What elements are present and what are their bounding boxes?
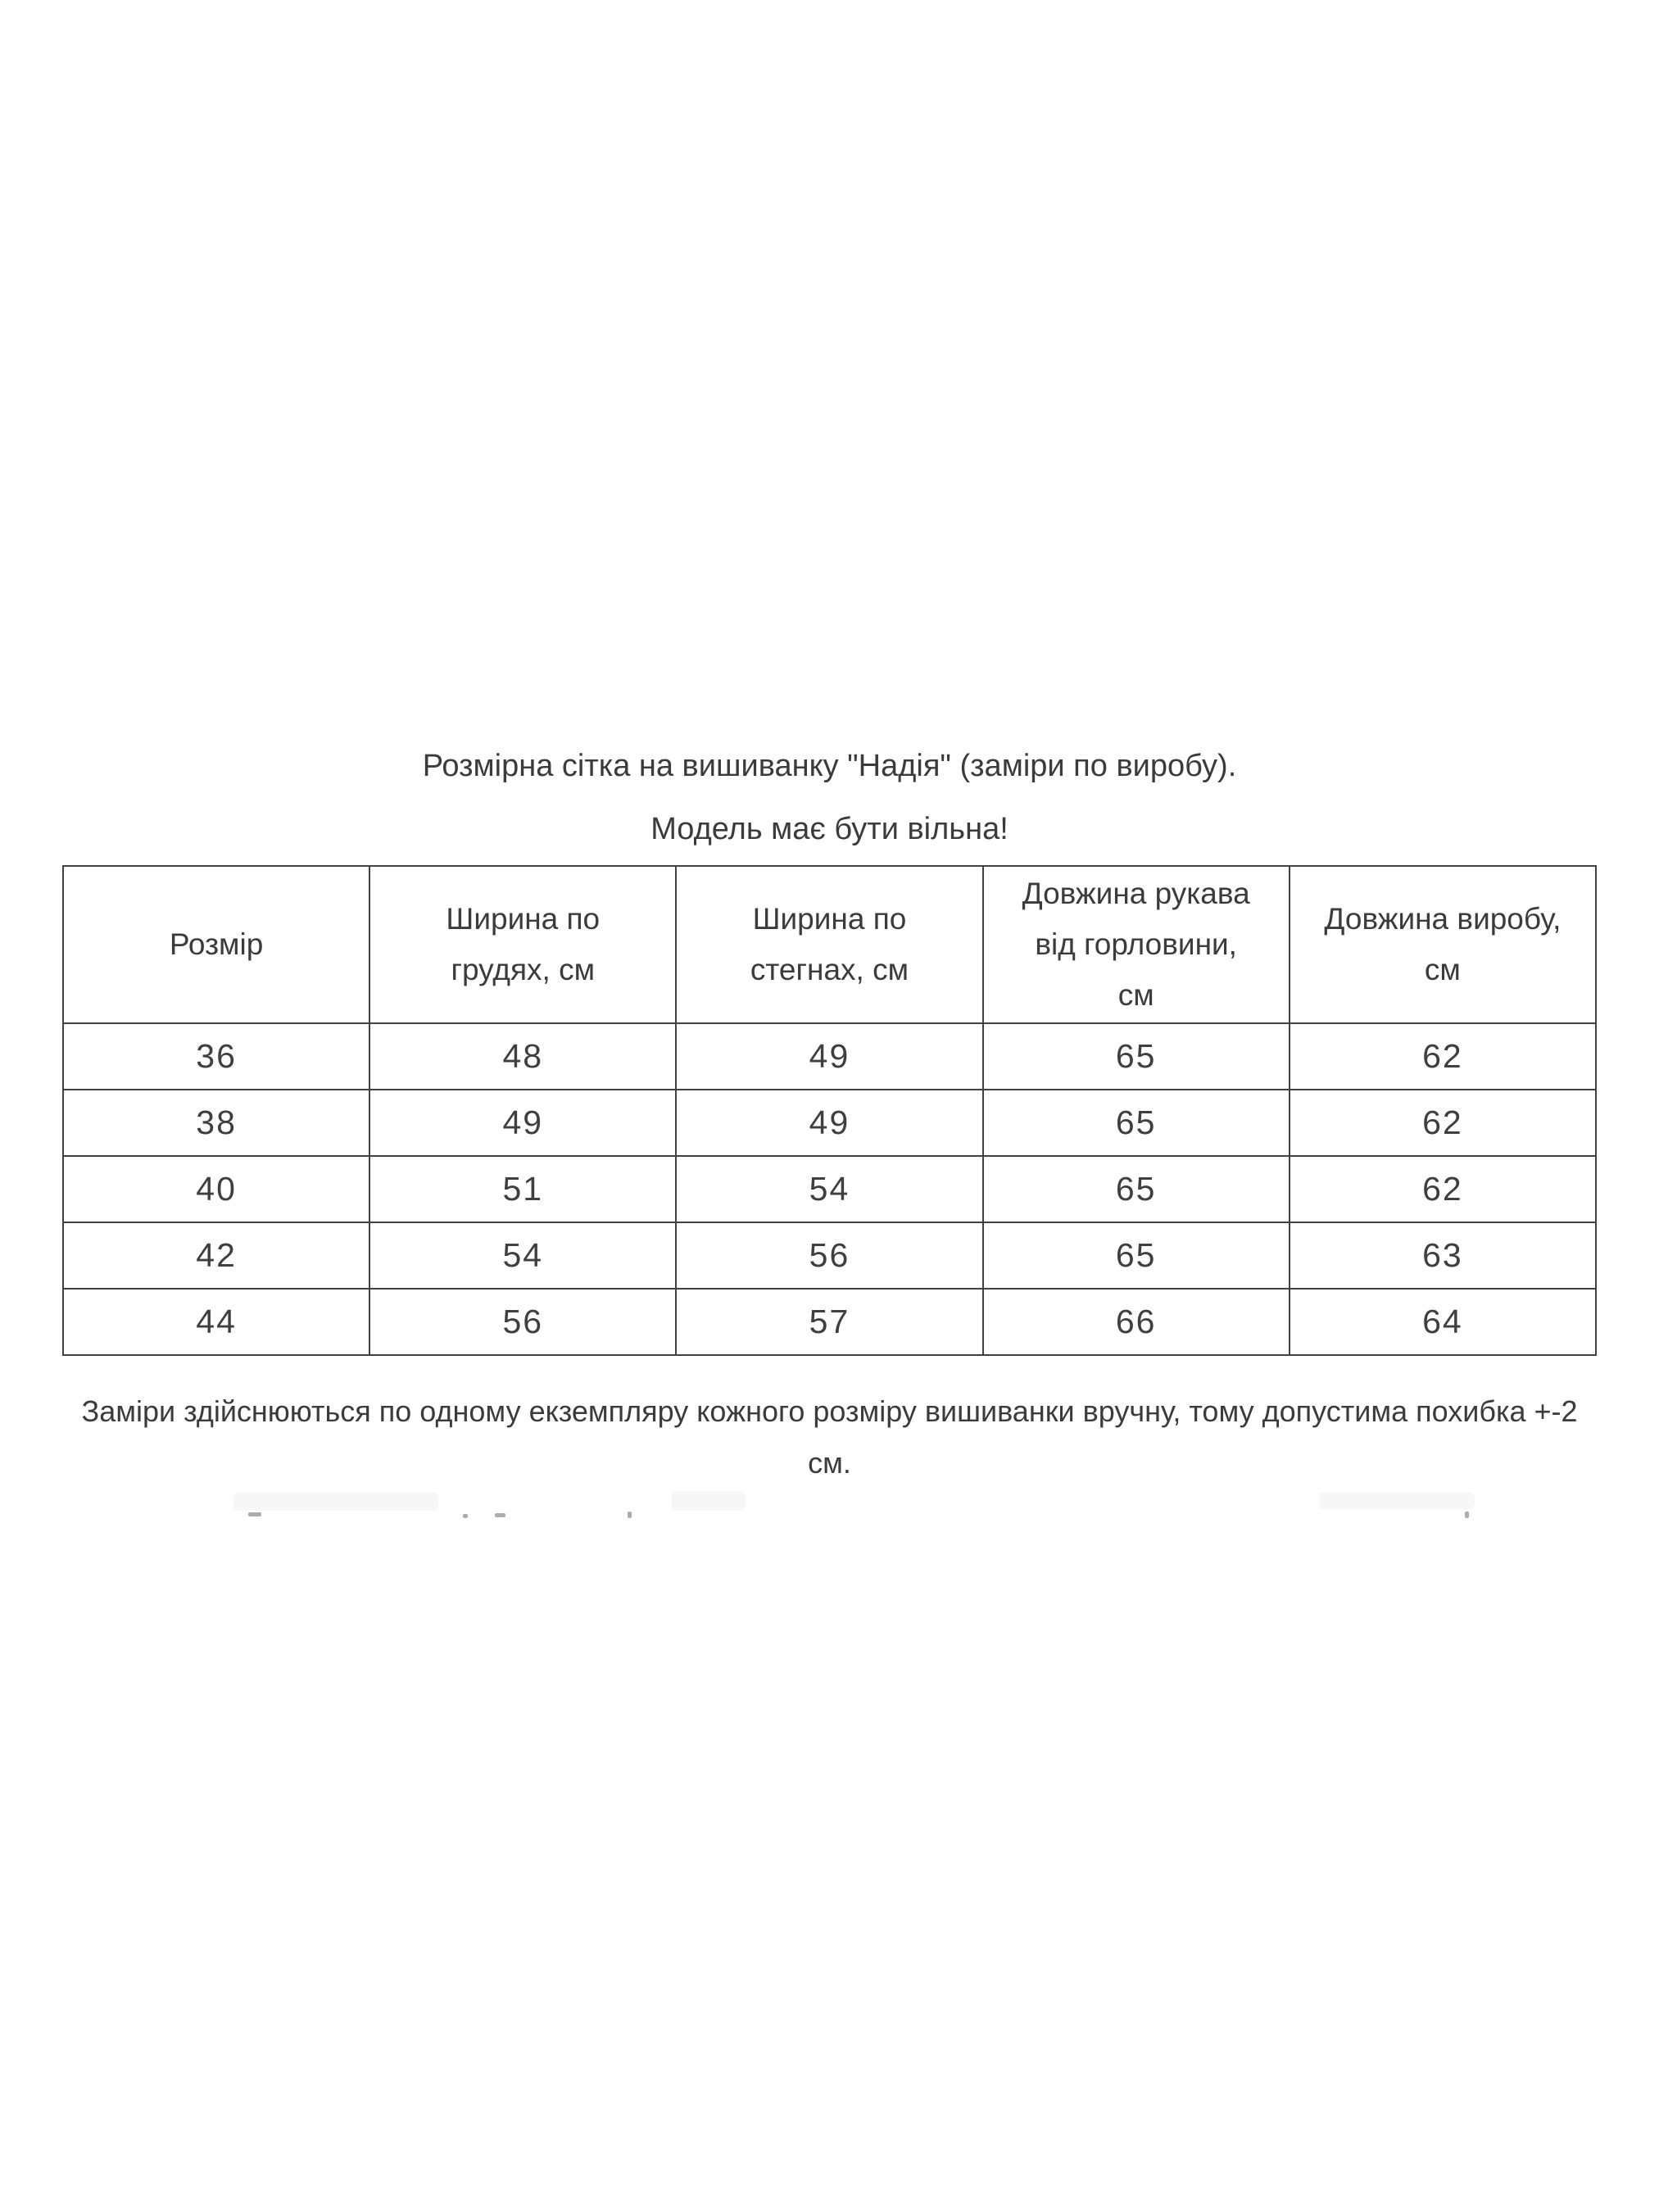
cell-chest: 54 xyxy=(369,1222,676,1289)
cell-sleeve: 65 xyxy=(983,1023,1290,1090)
cell-sleeve: 65 xyxy=(983,1090,1290,1156)
cell-hips: 57 xyxy=(676,1289,982,1355)
footnote-line-1: Заміри здійснюються по одному екземпляру кожного розміру вишиванки вручну, тому допустима похибка +-2 xyxy=(81,1394,1578,1428)
measurement-tolerance-note xyxy=(0,1385,1659,1489)
cell-hips: 49 xyxy=(676,1090,982,1156)
table-row-size-36 xyxy=(63,1023,1596,1090)
header-row xyxy=(63,866,1596,1023)
page-title: Розмірна сітка на вишиванку "Надія" (заміри по виробу). xyxy=(422,749,1237,783)
faded-text-fragment xyxy=(233,1493,438,1511)
cell-chest: 51 xyxy=(369,1156,676,1222)
col-header-hip-line-1: Ширина по xyxy=(752,902,907,936)
col-header-sleeve-length xyxy=(983,866,1290,1023)
footnote-line-2: см. xyxy=(808,1446,851,1480)
col-header-sleeve-line-2: від горловини, xyxy=(1035,927,1237,961)
cell-size: 40 xyxy=(63,1156,369,1222)
cell-chest: 49 xyxy=(369,1090,676,1156)
cell-length: 62 xyxy=(1290,1023,1596,1090)
col-header-garment-line-1: Довжина виробу, xyxy=(1324,902,1562,936)
cell-chest: 56 xyxy=(369,1289,676,1355)
cell-length: 62 xyxy=(1290,1156,1596,1222)
table-row-size-38 xyxy=(63,1090,1596,1156)
faded-text-fragment xyxy=(672,1491,746,1511)
cell-length: 62 xyxy=(1290,1090,1596,1156)
size-table-body xyxy=(63,1023,1596,1355)
col-header-hip-width xyxy=(676,866,982,1023)
cell-chest: 48 xyxy=(369,1023,676,1090)
cell-size: 44 xyxy=(63,1289,369,1355)
faded-text-fragment xyxy=(628,1512,632,1518)
cell-hips: 56 xyxy=(676,1222,982,1289)
cell-sleeve: 65 xyxy=(983,1222,1290,1289)
faded-text-fragment xyxy=(463,1514,468,1518)
col-header-hip-line-2: стегнах, см xyxy=(750,953,909,986)
table-row-size-40 xyxy=(63,1156,1596,1222)
cell-sleeve: 65 xyxy=(983,1156,1290,1222)
col-header-garment-length xyxy=(1290,866,1596,1023)
table-row-size-42 xyxy=(63,1222,1596,1289)
cell-hips: 49 xyxy=(676,1023,982,1090)
faded-text-fragment xyxy=(248,1512,261,1516)
size-table-header xyxy=(63,866,1596,1023)
cell-sleeve: 66 xyxy=(983,1289,1290,1355)
cell-length: 63 xyxy=(1290,1222,1596,1289)
faded-text-fragment xyxy=(495,1513,505,1517)
col-header-size-line: Розмір xyxy=(169,927,264,961)
faded-text-fragment xyxy=(1319,1493,1475,1509)
cell-size: 38 xyxy=(63,1090,369,1156)
page-subtitle: Модель має бути вільна! xyxy=(650,812,1009,846)
col-header-chest-width xyxy=(369,866,676,1023)
cell-length: 64 xyxy=(1290,1289,1596,1355)
col-header-sleeve-line-3: см xyxy=(1117,978,1154,1012)
cell-size: 42 xyxy=(63,1222,369,1289)
col-header-sleeve-line-1: Довжина рукава xyxy=(1022,877,1250,910)
size-table xyxy=(62,865,1597,1356)
cell-hips: 54 xyxy=(676,1156,982,1222)
col-header-garment-line-2: см xyxy=(1424,953,1461,986)
faded-text-fragment xyxy=(1465,1512,1469,1518)
col-header-size xyxy=(63,866,369,1023)
cell-size: 36 xyxy=(63,1023,369,1090)
table-row-size-44 xyxy=(63,1289,1596,1355)
col-header-chest-line-1: Ширина по xyxy=(446,902,601,936)
col-header-chest-line-2: грудях, см xyxy=(451,953,596,986)
